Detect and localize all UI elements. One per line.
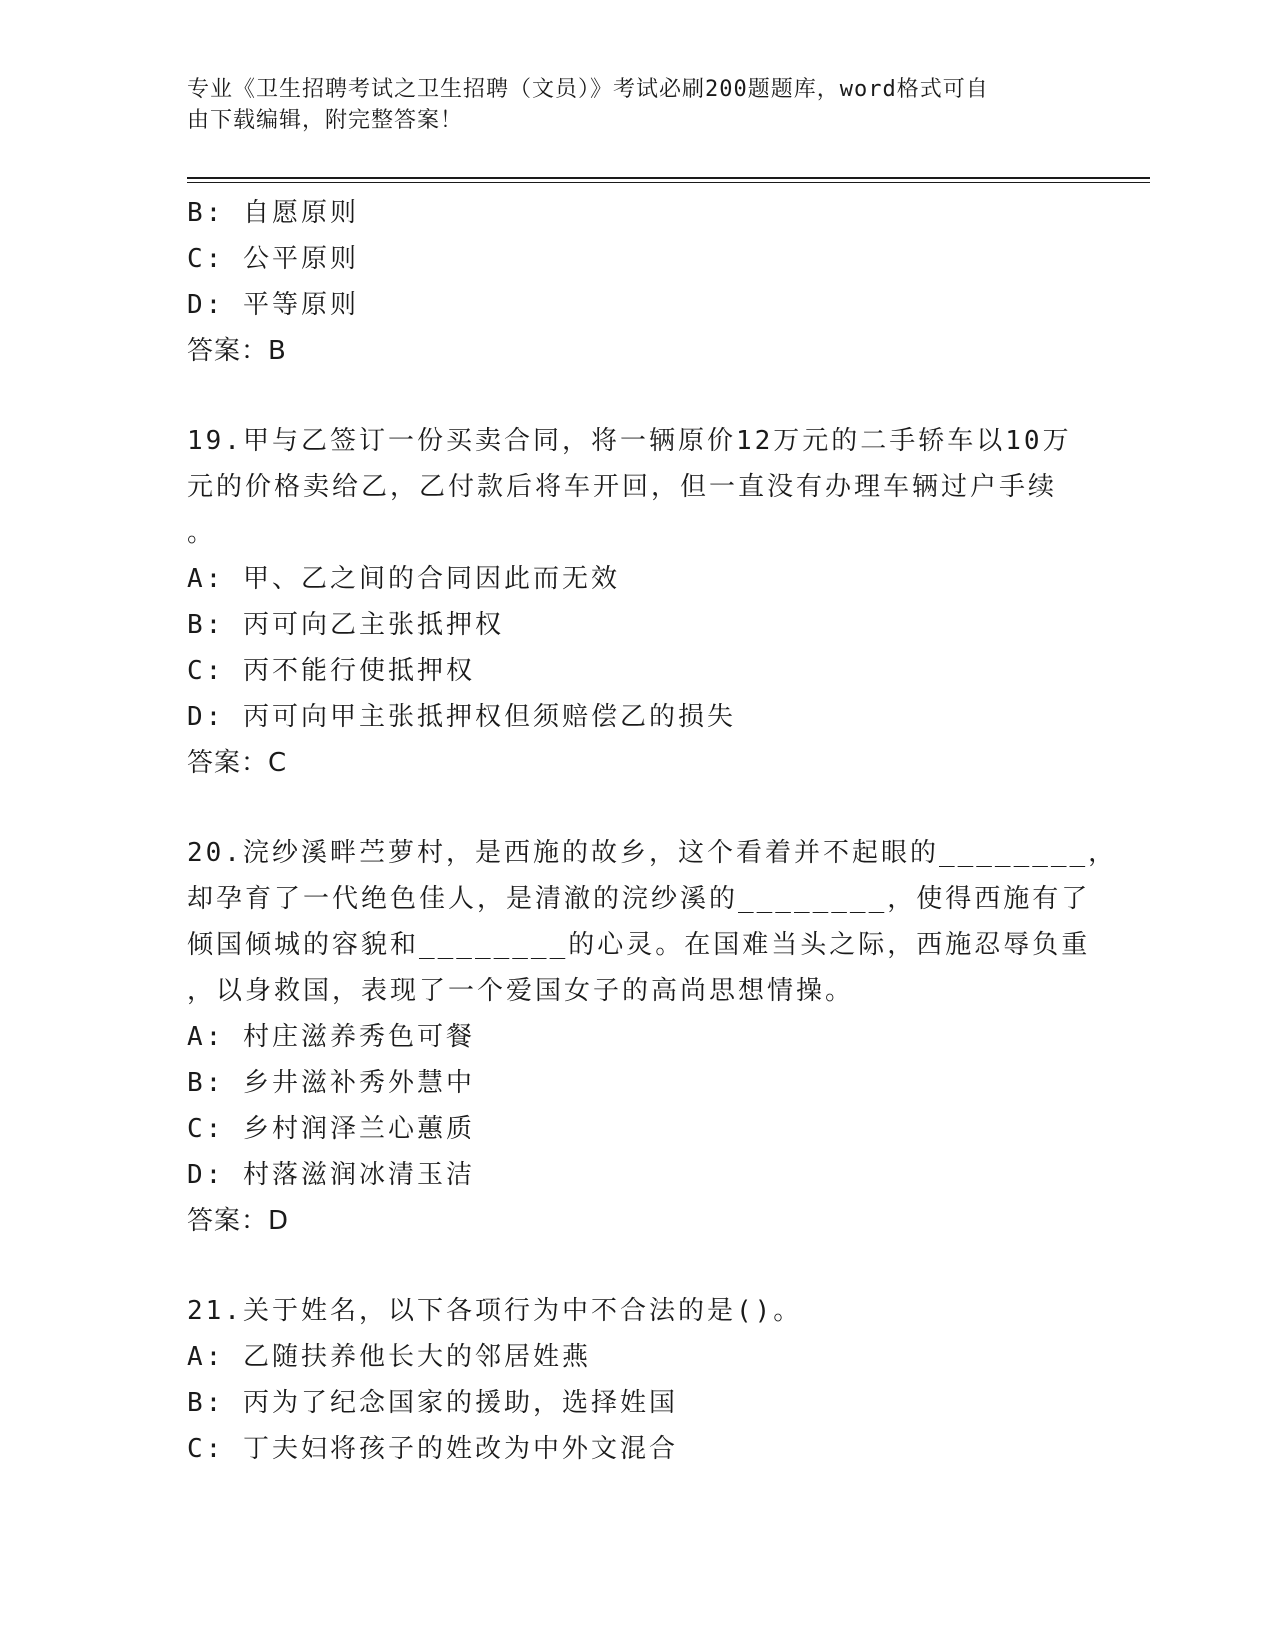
option-c: C: 丁夫妇将孩子的姓改为中外文混合: [187, 1434, 678, 1464]
option-a: A: 乙随扶养他长大的邻居姓燕: [187, 1342, 591, 1372]
document-body: [187, 190, 1118, 1472]
question-21: [187, 1288, 1067, 1472]
question-text-line: 却孕育了一代绝色佳人，是清澈的浣纱溪的________，使得西施有了: [187, 884, 1091, 914]
option-b: B: 乡井滋补秀外慧中: [187, 1068, 475, 1098]
question-text-line: 元的价格卖给乙，乙付款后将车开回，但一直没有办理车辆过户手续: [187, 472, 1058, 502]
option-a: A: 村庄滋养秀色可餐: [187, 1022, 475, 1052]
question-text-line: 20.浣纱溪畔苎萝村，是西施的故乡，这个看着并不起眼的________，: [187, 838, 1118, 868]
question-text-line: 21.关于姓名，以下各项行为中不合法的是()。: [187, 1296, 803, 1326]
answer-line: 答案：D: [187, 1206, 290, 1236]
question-text-line: 。: [187, 518, 217, 548]
option-c: C: 公平原则: [187, 244, 359, 274]
spacer: [187, 786, 1067, 830]
option-d: D: 平等原则: [187, 290, 359, 320]
option-c: C: 丙不能行使抵押权: [187, 656, 475, 686]
document-header: [187, 74, 1067, 136]
header-line-1: 专业《卫生招聘考试之卫生招聘（文员）》考试必刷200题题库，word格式可自: [187, 77, 989, 102]
option-b: B: 自愿原则: [187, 198, 359, 228]
header-divider-thick: [187, 177, 1150, 179]
option-a: A: 甲、乙之间的合同因此而无效: [187, 564, 620, 594]
option-b: B: 丙为了纪念国家的援助，选择姓国: [187, 1388, 678, 1418]
option-c: C: 乡村润泽兰心蕙质: [187, 1114, 475, 1144]
question-19: [187, 418, 1072, 786]
spacer: [187, 374, 1067, 418]
question-text-line: ，以身救国，表现了一个爱国女子的高尚思想情操。: [187, 976, 855, 1006]
header-divider-thin: [187, 182, 1150, 183]
answer-line: 答案：B: [187, 336, 287, 366]
question-20: [187, 830, 1118, 1244]
question-text-line: 19.甲与乙签订一份买卖合同，将一辆原价12万元的二手轿车以10万: [187, 426, 1072, 456]
question-text-line: 倾国倾城的容貌和________的心灵。在国难当头之际，西施忍辱负重: [187, 930, 1091, 960]
spacer: [187, 1244, 1067, 1288]
option-d: D: 丙可向甲主张抵押权但须赔偿乙的损失: [187, 702, 736, 732]
option-b: B: 丙可向乙主张抵押权: [187, 610, 504, 640]
option-d: D: 村落滋润冰清玉洁: [187, 1160, 475, 1190]
answer-line: 答案：C: [187, 748, 288, 778]
header-line-2: 由下载编辑，附完整答案！: [187, 108, 464, 133]
question-18-tail: [187, 190, 1067, 374]
